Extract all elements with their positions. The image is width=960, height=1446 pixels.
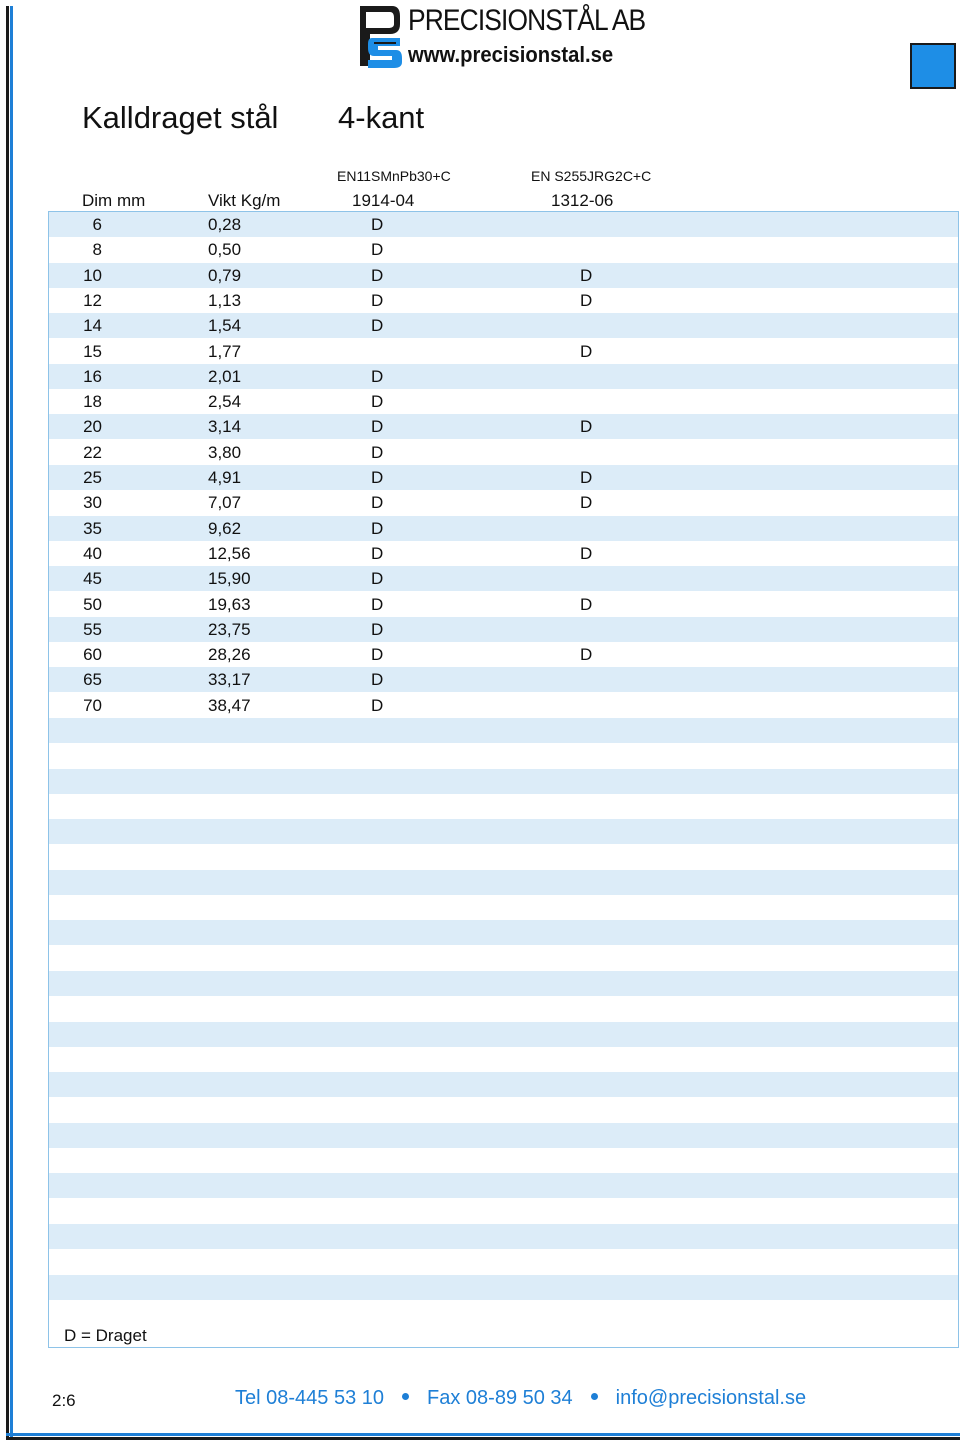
cell-standard-a: D: [371, 543, 384, 563]
cell-standard-a: D: [371, 265, 384, 285]
column-header-dim: Dim mm: [82, 191, 146, 210]
column-header-standard-b: 1312-06: [551, 191, 614, 210]
standard-a-name: EN11SMnPb30+C: [337, 168, 451, 184]
cell-standard-b: D: [580, 493, 593, 513]
ps-monogram-icon: [356, 2, 404, 70]
cell-dim: 30: [83, 493, 102, 513]
table-row: [49, 465, 958, 490]
cell-weight: 33,17: [208, 670, 251, 690]
cell-dim: 10: [83, 265, 102, 285]
cell-dim: 40: [83, 543, 102, 563]
cell-weight: 2,01: [208, 366, 242, 386]
cell-standard-a: D: [371, 493, 384, 513]
cell-standard-a: D: [371, 695, 384, 715]
brand-name: PRECISIONSTÅL AB: [408, 4, 646, 37]
cell-standard-a: D: [371, 468, 384, 487]
cell-dim: 15: [83, 341, 102, 361]
cell-dim: 14: [83, 316, 102, 336]
cell-weight: 3,80: [208, 442, 242, 462]
table-stripe: [49, 718, 958, 743]
table-row: [49, 212, 958, 237]
dimension-table: [48, 211, 959, 1348]
cell-standard-b: D: [580, 290, 593, 310]
table-row: [49, 617, 958, 642]
brand-url[interactable]: www.precisionstal.se: [408, 42, 614, 67]
cell-dim: 65: [83, 670, 102, 690]
cell-standard-b: D: [580, 417, 593, 437]
cell-dim: 16: [83, 366, 102, 386]
footer-contact: [235, 1387, 806, 1410]
cell-standard-b: D: [580, 543, 593, 563]
table-row: [49, 566, 958, 591]
cell-weight: 0,79: [208, 265, 242, 285]
table-row: [49, 313, 958, 338]
cell-dim: 50: [83, 594, 102, 614]
footer-tel[interactable]: Tel 08-445 53 10: [235, 1387, 385, 1409]
table-row: [49, 541, 958, 566]
table-row: [49, 414, 958, 439]
cell-standard-a: D: [371, 619, 384, 639]
table-stripe: [49, 1224, 958, 1249]
page-subtitle: 4-kant: [338, 100, 425, 135]
table-row: [49, 592, 958, 617]
table-row: [49, 516, 958, 541]
cell-dim: 45: [83, 569, 102, 589]
cell-weight: 19,63: [208, 594, 251, 614]
cell-standard-a: D: [371, 316, 384, 336]
table-stripe: [49, 769, 958, 794]
cell-standard-a: D: [371, 442, 384, 462]
corner-tab-marker: [910, 43, 956, 89]
cell-standard-a: D: [371, 594, 384, 614]
legend-text: D = Draget: [64, 1326, 147, 1345]
cell-weight: 23,75: [208, 619, 251, 639]
cell-standard-b: D: [580, 645, 593, 665]
cell-standard-a: D: [371, 215, 384, 234]
table-row: [49, 389, 958, 414]
table-row: [49, 263, 958, 288]
cell-dim: 6: [92, 215, 102, 234]
table-row: [49, 288, 958, 313]
cell-weight: 1,77: [208, 341, 242, 361]
page-title: Kalldraget stål: [82, 100, 279, 135]
cell-dim: 20: [83, 417, 102, 437]
cell-dim: 25: [83, 468, 102, 487]
table-stripe: [49, 1275, 958, 1300]
cell-weight: 1,54: [208, 316, 242, 336]
cell-weight: 15,90: [208, 569, 251, 589]
bullet-icon: [591, 1393, 598, 1400]
cell-standard-a: D: [371, 569, 384, 589]
table-stripe: [49, 819, 958, 844]
table-row: [49, 693, 958, 718]
footer-email[interactable]: info@precisionstal.se: [615, 1387, 807, 1409]
cell-standard-a: D: [371, 417, 384, 437]
footer-fax: Fax 08-89 50 34: [427, 1387, 573, 1409]
cell-weight: 7,07: [208, 493, 242, 513]
table-row: [49, 667, 958, 692]
cell-standard-a: D: [371, 392, 384, 412]
table-row: [49, 237, 958, 262]
cell-weight: 0,28: [208, 215, 242, 234]
table-stripe: [49, 1072, 958, 1097]
column-header-standard-a: 1914-04: [352, 191, 415, 210]
cell-weight: 1,13: [208, 290, 242, 310]
cell-dim: 60: [83, 645, 102, 665]
table-row: [49, 440, 958, 465]
cell-dim: 12: [83, 290, 102, 310]
cell-standard-b: D: [580, 594, 593, 614]
page-edge-left-accent: [10, 6, 13, 1440]
standard-b-name: EN S255JRG2C+C: [531, 168, 652, 184]
cell-standard-a: D: [371, 240, 384, 260]
cell-weight: 0,50: [208, 240, 242, 260]
cell-weight: 12,56: [208, 543, 251, 563]
cell-dim: 22: [83, 442, 102, 462]
table-stripe: [49, 870, 958, 895]
cell-weight: 4,91: [208, 468, 242, 487]
column-header-weight: Vikt Kg/m: [208, 191, 281, 210]
cell-weight: 28,26: [208, 645, 251, 665]
cell-dim: 35: [83, 518, 102, 538]
page-edge-bottom: [6, 1437, 960, 1440]
table-row: [49, 364, 958, 389]
cell-standard-a: D: [371, 518, 384, 538]
cell-standard-b: D: [580, 341, 593, 361]
cell-weight: 2,54: [208, 392, 242, 412]
cell-dim: 70: [83, 695, 102, 715]
brand-logo: [356, 2, 656, 70]
table-row: [49, 490, 958, 515]
table-row: [49, 642, 958, 667]
cell-standard-b: D: [580, 468, 593, 487]
cell-standard-a: D: [371, 366, 384, 386]
cell-dim: 18: [83, 392, 102, 412]
cell-standard-a: D: [371, 290, 384, 310]
table-stripe: [49, 971, 958, 996]
bullet-icon: [402, 1393, 409, 1400]
page-number: 2:6: [52, 1391, 76, 1410]
table-stripe: [49, 1022, 958, 1047]
page-edge-left: [6, 6, 9, 1440]
cell-weight: 9,62: [208, 518, 242, 538]
table-stripe: [49, 1123, 958, 1148]
cell-weight: 3,14: [208, 417, 242, 437]
cell-dim: 8: [92, 240, 102, 260]
table-stripe: [49, 1173, 958, 1198]
cell-standard-b: D: [580, 265, 593, 285]
cell-dim: 55: [83, 619, 102, 639]
cell-standard-a: D: [371, 670, 384, 690]
cell-standard-a: D: [371, 645, 384, 665]
page-edge-bottom-accent: [6, 1433, 960, 1436]
table-row: [49, 339, 958, 364]
table-stripe: [49, 920, 958, 945]
cell-weight: 38,47: [208, 695, 251, 715]
